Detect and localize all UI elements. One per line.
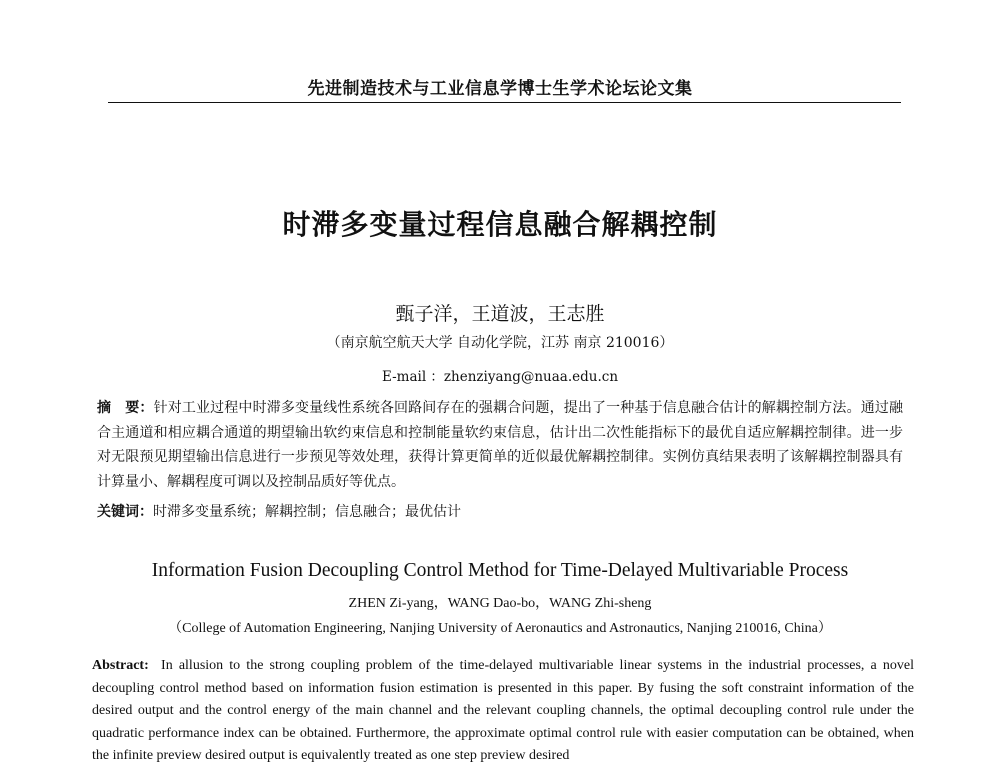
chinese-abstract-text: 针对工业过程中时滞多变量线性系统各回路间存在的强耦合问题，提出了一种基于信息融合估计的解耦控制方法。通过融合主通道和相应耦合通道的期望输出软约束信息和控制能量软约束信息，估计出二次性能指标下的最优自适应解耦控制律。进一步对无限预见期望输出信息进行一步预见等效处理，获得计算更简单的近似最优解耦控制律。实例仿真结果表明了该解耦控制器具有计算量小、解耦程度可调以及控制品质好等优点。 xyxy=(97,400,904,490)
english-authors: ZHEN Zi-yang，WANG Dao-bo，WANG Zhi-sheng xyxy=(348,596,652,611)
english-abstract-label: Abstract: xyxy=(92,658,149,673)
chinese-authors: 甄子洋，王道波，王志胜 xyxy=(395,303,605,325)
english-affiliation: （College of Automation Engineering, Nanjing University of Aeronautics and Astronautics, Nanjing 210016, China） xyxy=(168,621,832,636)
english-title: Information Fusion Decoupling Control Method for Time-Delayed Multivariable Process xyxy=(151,560,849,581)
english-abstract-text: In allusion to the strong coupling problem of the time-delayed multivariable linear systems in the industrial processes, a novel decoupling control method based on information fusion estimation is presented in this paper. By fusing the soft constraint information of the desired output and the control energy of the main channel and the relevant coupling channels, the optimal decoupling control rule under the quadratic performance index can be obtained. Furthermore, the approximate optimal control rule with easier computation can be obtained, when the infinite preview desired output is equivalently treated as one step preview desired xyxy=(92,658,915,764)
chinese-title: 时滞多变量过程信息融合解耦控制 xyxy=(282,208,718,241)
author-email: E-mail ：zhenziyang@nuaa.edu.cn xyxy=(381,369,619,385)
chinese-keywords xyxy=(97,501,903,523)
chinese-abstract-label: 摘 要： xyxy=(97,400,154,416)
header-rule xyxy=(108,102,901,103)
english-abstract xyxy=(92,655,914,768)
chinese-affiliation: （南京航空航天大学 自动化学院，江苏 南京 210016） xyxy=(326,335,674,351)
running-head: 先进制造技术与工业信息学博士生学术论坛论文集 xyxy=(307,79,693,99)
chinese-abstract xyxy=(97,396,903,494)
chinese-keywords-text: 时滞多变量系统；解耦控制；信息融合；最优估计 xyxy=(153,504,461,520)
chinese-keywords-label: 关键词： xyxy=(97,504,153,520)
